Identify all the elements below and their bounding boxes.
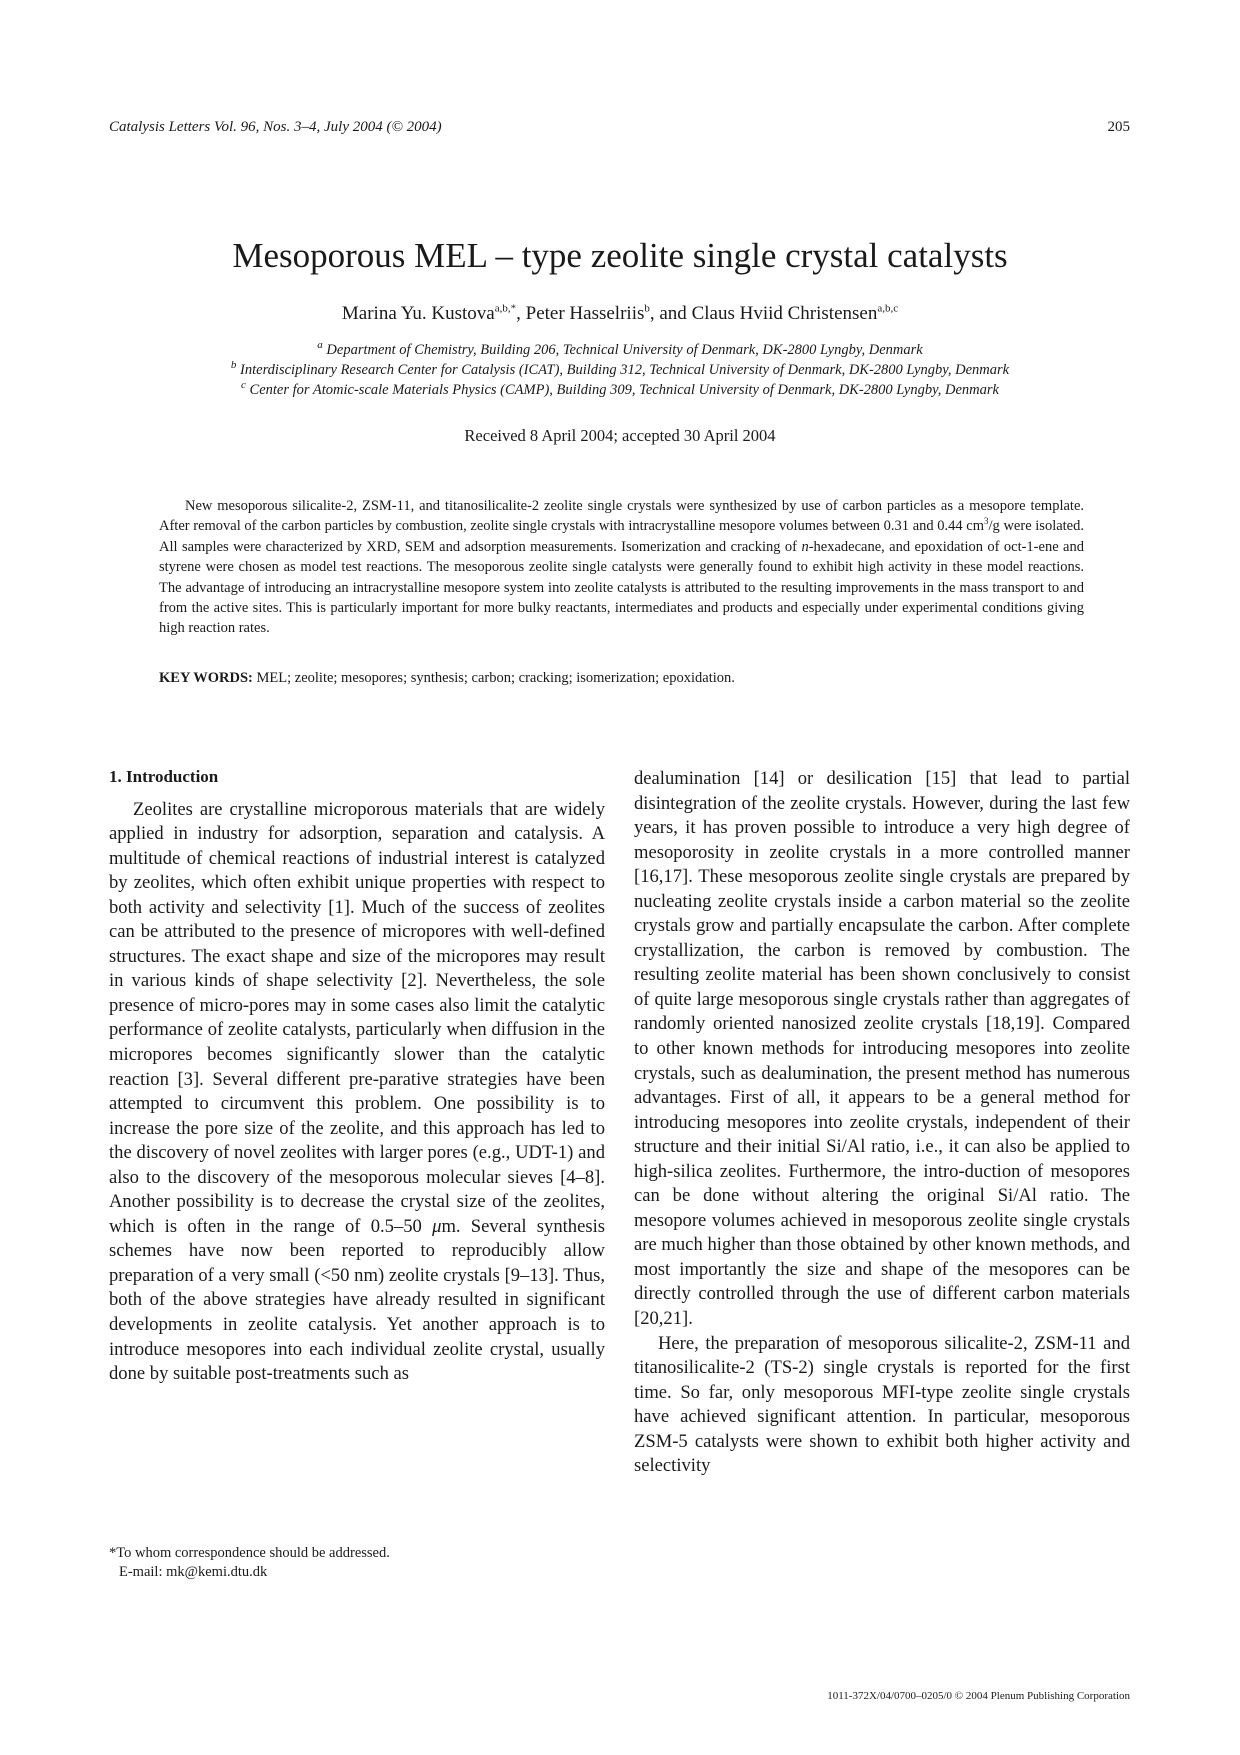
footnote-email: E-mail: mk@kemi.dtu.dk	[119, 1564, 268, 1580]
affiliation-text: Center for Atomic-scale Materials Physics (CAMP), Building 309, Technical University of Denmark, DK-2800 Lyngby, Denmark	[249, 382, 999, 398]
abstract-superscript: 3	[984, 516, 989, 527]
author-name: Peter Hasselriis	[525, 303, 645, 324]
body-paragraph: Here, the preparation of mesoporous silicalite-2, ZSM-11 and titanosilicalite-2 (TS-2) single crystals is reported for the first time. So far, only mesoporous MFI-type zeolite single crystals have achieved significant attention. In particular, mesoporous ZSM-5 catalysts were shown to exhibit both higher activity and selectivity	[634, 1332, 1130, 1477]
author-name: Marina Yu. Kustova	[341, 303, 495, 324]
copyright-line: 1011-372X/04/0700–0205/0 © 2004 Plenum Publishing Corporation	[827, 1690, 1130, 1702]
abstract-text: New mesoporous silicalite-2, ZSM-11, and titanosilicalite-2 zeolite single crystals were synthesized by use of carbon particles as a mesopore template. After removal of the carbon particles by combustion, zeolite single crystals with intracrystalline mesopore volumes between 0.31 and 0.44 cm	[159, 498, 1084, 535]
affiliation-text: Department of Chemistry, Building 206, Technical University of Denmark, DK-2800 Lyngby, Denmark	[326, 342, 923, 358]
body-text: m. Several synthesis schemes have now been reported to reproducibly allow preparation of a very small (<50 nm) zeolite crystals [9–13]. Thus, both of the above strategies have already resulted in significant developments in zeolite catalysis. Yet another approach is to introduce mesopores into each individual zeolite crystal, usually done by suitable post-treatments such as	[109, 1215, 605, 1385]
affiliation	[0, 380, 1240, 400]
abstract-text: -hexadecane, and epoxidation of oct-1-ene and styrene were chosen as model test reactions. The mesoporous zeolite single catalysts were generally found to exhibit high activity in these model reactions. The advantage of introducing an intracrystalline mesopore system into zeolite catalysts is attributed to the resulting improvements in the mass transport to and from the active sites. This is particularly important for more bulky reactants, intermediates and products and especially under experimental conditions giving high reaction rates.	[159, 538, 1084, 637]
author-affil-mark: b	[644, 302, 650, 315]
affiliation-list	[0, 340, 1240, 400]
author-affil-mark: a,b,c	[877, 302, 899, 315]
left-column	[109, 765, 605, 1387]
page-number: 205	[1107, 119, 1130, 135]
received-dates: Received 8 April 2004; accepted 30 April 2004	[464, 426, 776, 445]
affiliation	[0, 360, 1240, 380]
affiliation-mark: b	[230, 359, 237, 372]
keywords-text: MEL; zeolite; mesopores; synthesis; carbon; cracking; isomerization; epoxidation.	[252, 670, 735, 686]
author-name: Claus Hviid Christensen	[691, 303, 878, 324]
paper-title: Mesoporous MEL – type zeolite single crystal catalysts	[232, 236, 1008, 275]
body-paragraph	[109, 798, 605, 1387]
abstract-text: /g were isolated. All samples were characterized by XRD, SEM and adsorption measurements. Isomerization and cracking of	[159, 518, 1084, 555]
footnote	[109, 1544, 390, 1582]
keywords	[159, 670, 1084, 687]
footnote-correspondence: *To whom correspondence should be addressed.	[109, 1545, 390, 1561]
abstract	[159, 496, 1084, 639]
author-separator: , and	[649, 303, 692, 324]
author-affil-mark: a,b,*	[494, 302, 517, 315]
abstract-italic: n	[801, 538, 809, 555]
keywords-label: KEY WORDS:	[159, 670, 253, 686]
affiliation-text: Interdisciplinary Research Center for Catalysis (ICAT), Building 312, Technical University of Denmark, DK-2800 Lyngby, Denmark	[240, 362, 1010, 378]
mu-symbol: μ	[432, 1215, 442, 1237]
affiliation-mark: a	[317, 339, 323, 352]
journal-header: Catalysis Letters Vol. 96, Nos. 3–4, July 2004 (© 2004)	[109, 119, 442, 135]
affiliation-mark: c	[241, 379, 246, 392]
body-paragraph: dealumination [14] or desilication [15] that lead to partial disintegration of the zeolite crystals. However, during the last few years, it has proven possible to introduce a very high degree of mesoporosity in zeolite crystals in a more controlled manner [16,17]. These mesoporous zeolite single crystals are prepared by nucleating zeolite crystals inside a carbon material so the zeolite crystals grow and partially encapsulate the carbon. After complete crystallization, the carbon is removed by combustion. The resulting zeolite material has been shown conclusively to consist of quite large mesoporous single crystals rather than aggregates of randomly oriented nanosized zeolite crystals [18,19]. Compared to other known methods for introducing mesopores into zeolite crystals, such as dealumination, the present method has numerous advantages. First of all, it appears to be a general method for introducing mesopores into zeolite crystals, independent of their structure and their initial Si/Al ratio, i.e., it can also be applied to high-silica zeolites. Furthermore, the intro-duction of mesopores can be done without altering the original Si/Al ratio. The mesopore volumes achieved in mesoporous zeolite single crystals are much higher than those obtained by other known methods, and most importantly the size and shape of the mesopores can be directly controlled through the use of different carbon materials [20,21].	[634, 768, 1130, 1330]
author-separator: ,	[516, 303, 526, 324]
section-heading: 1. Introduction	[109, 767, 219, 786]
affiliation	[0, 340, 1240, 360]
body-text: Zeolites are crystalline microporous materials that are widely applied in industry for adsorption, separation and catalysis. A multitude of chemical reactions of industrial interest is catalyzed by zeolites, which often exhibit unique properties with respect to both activity and selectivity [1]. Much of the success of zeolites can be attributed to the presence of micropores with well-defined structures. The exact shape and size of the micropores may result in various kinds of shape selectivity [2]. Nevertheless, the sole presence of micro-pores may in some cases also limit the catalytic performance of zeolite catalysts, particularly when diffusion in the micropores becomes significantly slower than the catalytic reaction [3]. Several different pre-parative strategies have been attempted to circumvent this problem. One possibility is to increase the pore size of the zeolite, and this approach has led to the discovery of novel zeolites with larger pores (e.g., UDT-1) and also to the discovery of the mesoporous molecular sieves [4–8]. Another possibility is to decrease the crystal size of the zeolites, which is often in the range of 0.5–50	[109, 798, 605, 1237]
right-column	[634, 767, 1130, 1479]
author-list	[0, 303, 1240, 325]
